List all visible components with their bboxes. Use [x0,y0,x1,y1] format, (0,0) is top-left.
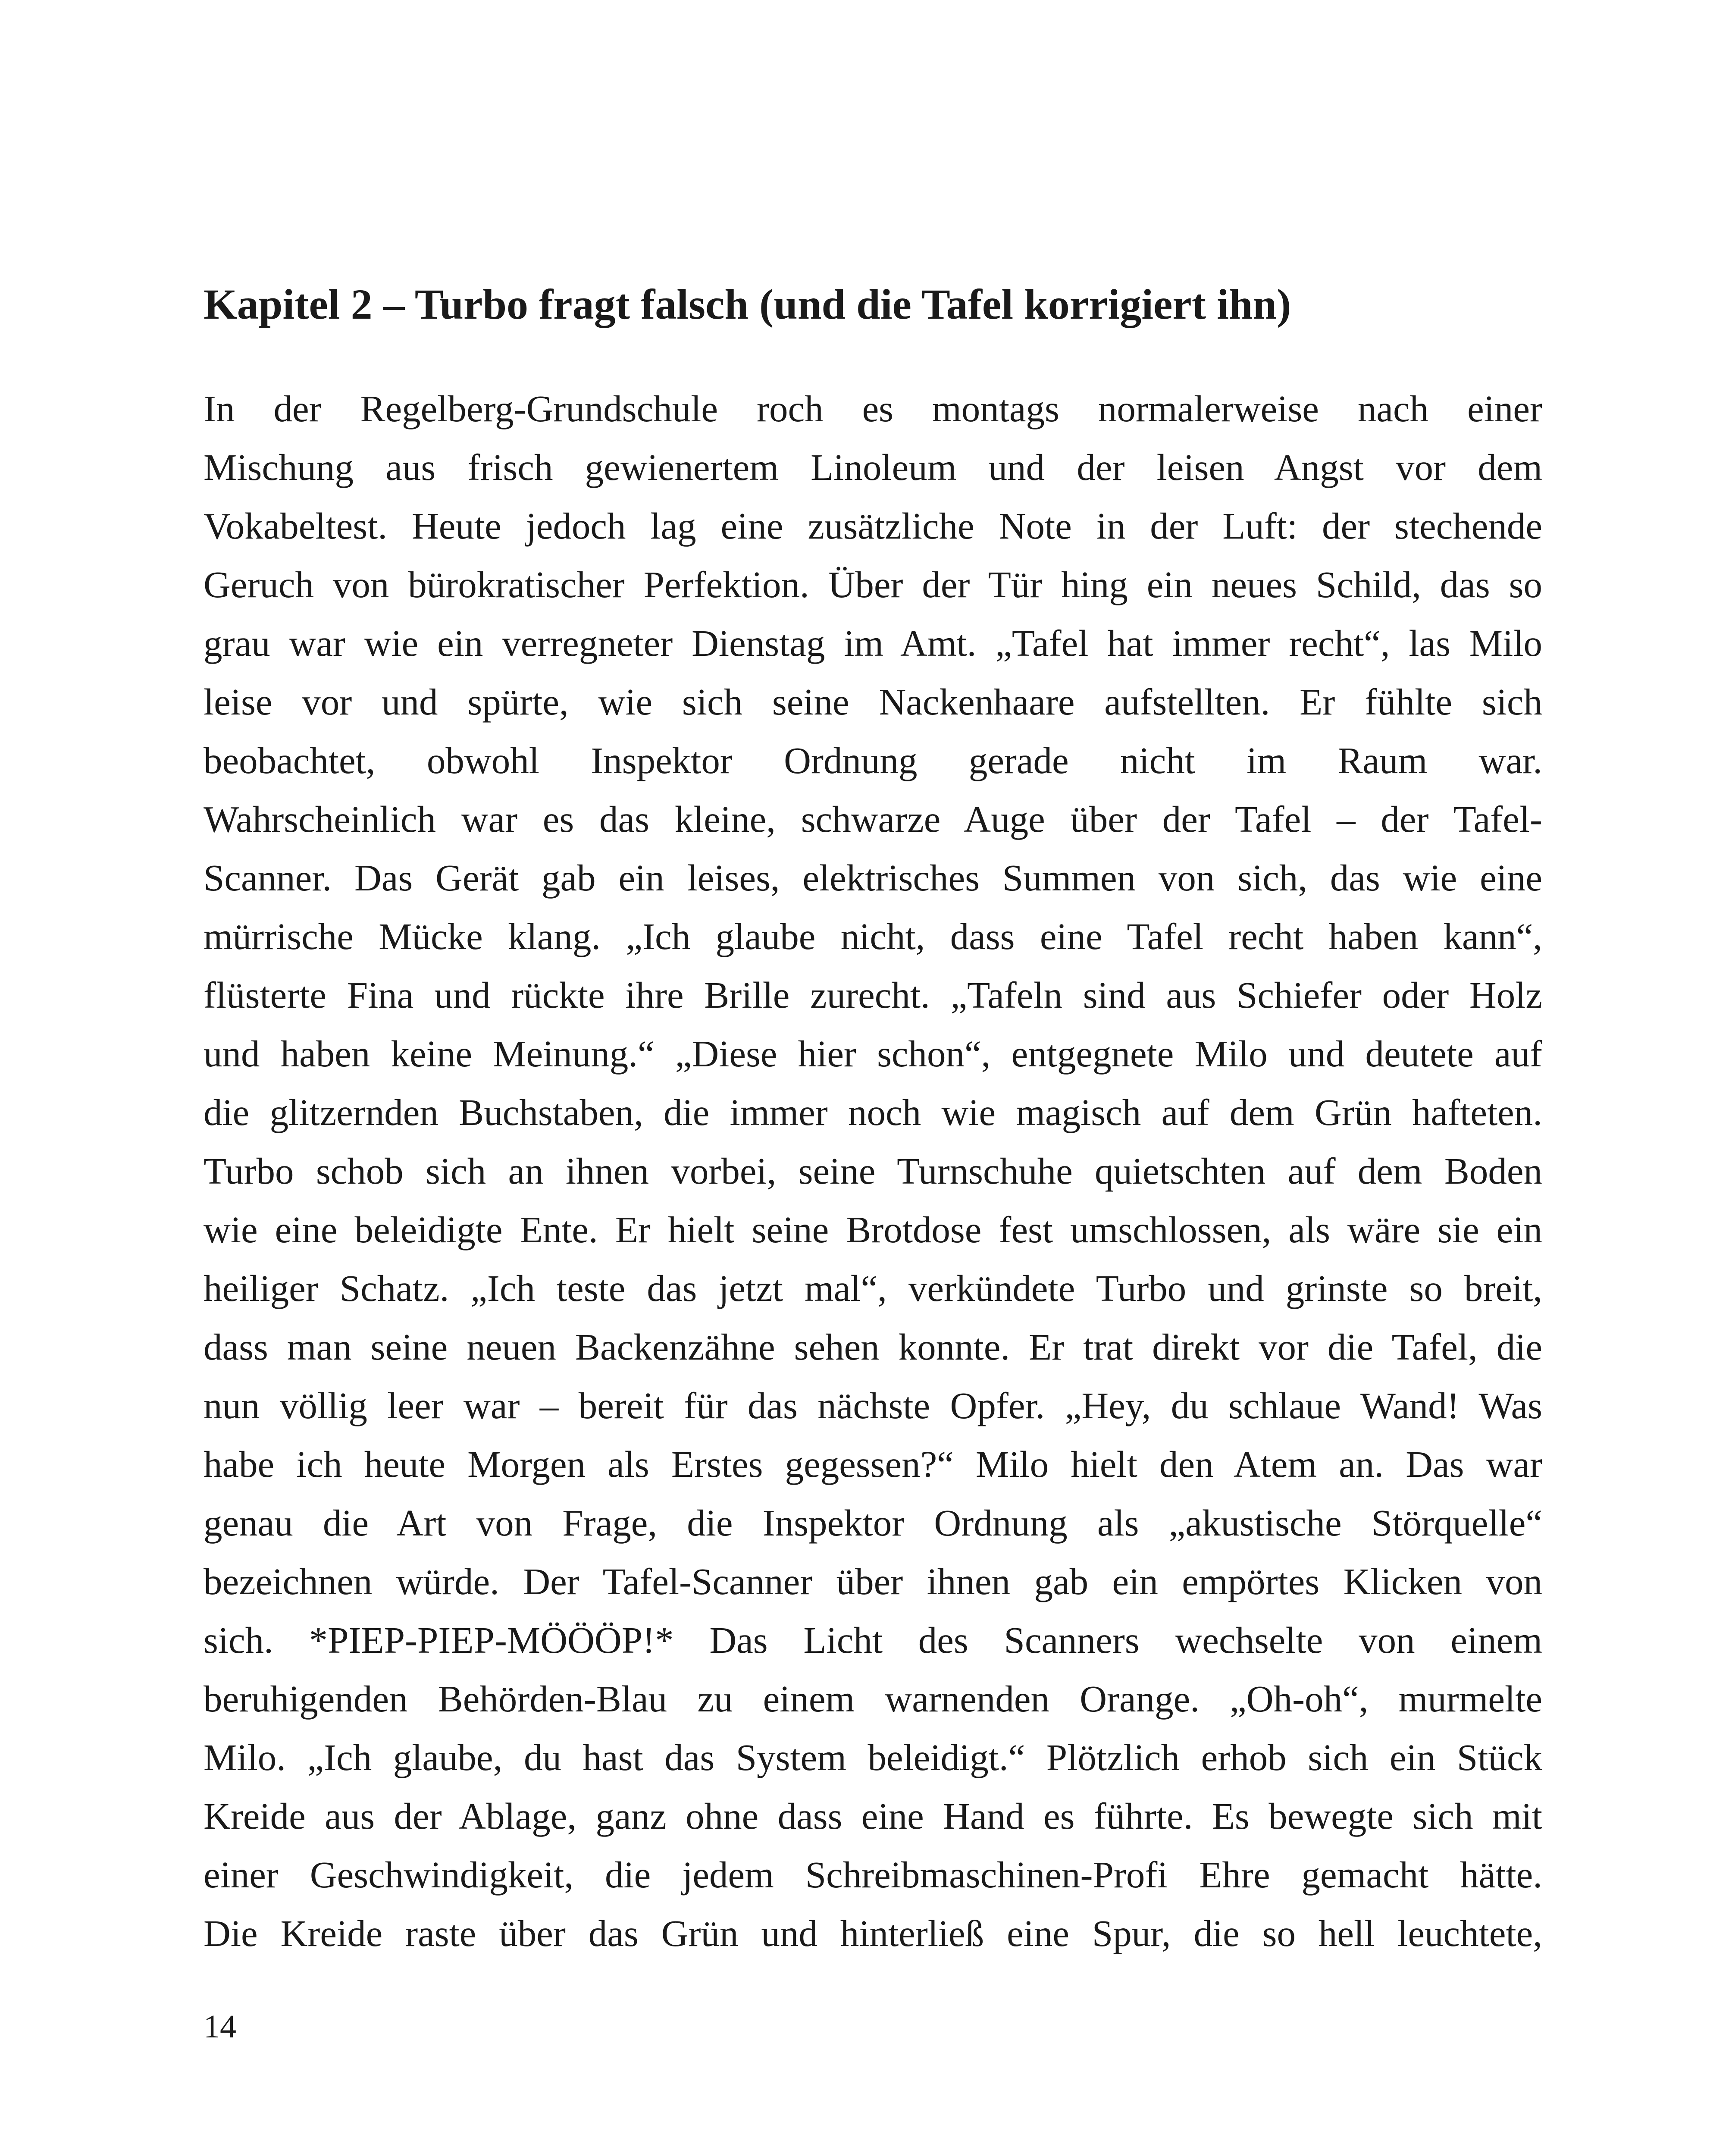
text-line: Scanner. Das Gerät gab ein leises, elektrisches Summen von sich, das wie eine [204,857,1542,899]
text-line: Turbo schob sich an ihnen vorbei, seine Turnschuhe quietschten auf dem Boden [204,1150,1542,1192]
page-number: 14 [204,2009,236,2045]
text-line: Die Kreide raste über das Grün und hinterließ eine Spur, die so hell leuchtete, [204,1912,1542,1954]
text-line: sich. *PIEP-PIEP-MÖÖÖP!* Das Licht des Scanners wechselte von einem [204,1619,1542,1661]
text-line: heiliger Schatz. „Ich teste das jetzt mal“, verkündete Turbo und grinste so breit, [204,1267,1542,1309]
text-line: dass man seine neuen Backenzähne sehen konnte. Er trat direkt vor die Tafel, die [204,1326,1542,1368]
text-line: Milo. „Ich glaube, du hast das System beleidigt.“ Plötzlich erhob sich ein Stück [204,1736,1542,1778]
text-line: wie eine beleidigte Ente. Er hielt seine Brotdose fest umschlossen, als wäre sie ein [204,1209,1542,1250]
text-line: beruhigenden Behörden-Blau zu einem warnenden Orange. „Oh-oh“, murmelte [204,1678,1542,1720]
text-line: leise vor und spürte, wie sich seine Nackenhaare aufstellten. Er fühlte sich [204,681,1542,723]
text-line: beobachtet, obwohl Inspektor Ordnung gerade nicht im Raum war. [204,740,1542,781]
body-text [204,379,1542,1963]
text-line: bezeichnen würde. Der Tafel-Scanner über ihnen gab ein empörtes Klicken von [204,1561,1542,1602]
text-line: Mischung aus frisch gewienertem Linoleum und der leisen Angst vor dem [204,446,1542,488]
text-line: genau die Art von Frage, die Inspektor Ordnung als „akustische Störquelle“ [204,1502,1542,1544]
text-line: In der Regelberg-Grundschule roch es montags normalerweise nach einer [204,388,1542,429]
text-line: habe ich heute Morgen als Erstes gegessen?“ Milo hielt den Atem an. Das war [204,1443,1542,1485]
text-line: die glitzernden Buchstaben, die immer noch wie magisch auf dem Grün hafteten. [204,1091,1542,1133]
text-line: Kreide aus der Ablage, ganz ohne dass eine Hand es führte. Es bewegte sich mit [204,1795,1542,1837]
text-line: mürrische Mücke klang. „Ich glaube nicht, dass eine Tafel recht haben kann“, [204,915,1542,957]
text-line: Wahrscheinlich war es das kleine, schwarze Auge über der Tafel – der Tafel- [204,798,1542,840]
text-line: flüsterte Fina und rückte ihre Brille zurecht. „Tafeln sind aus Schiefer oder Holz [204,974,1542,1016]
text-line: nun völlig leer war – bereit für das nächste Opfer. „Hey, du schlaue Wand! Was [204,1385,1542,1426]
text-line: Vokabeltest. Heute jedoch lag eine zusätzliche Note in der Luft: der stechende [204,505,1542,547]
text-line: und haben keine Meinung.“ „Diese hier schon“, entgegnete Milo und deutete auf [204,1033,1542,1075]
text-line: einer Geschwindigkeit, die jedem Schreibmaschinen-Profi Ehre gemacht hätte. [204,1854,1542,1896]
text-line: Geruch von bürokratischer Perfektion. Über der Tür hing ein neues Schild, das so [204,564,1542,605]
chapter-title: Kapitel 2 – Turbo fragt falsch (und die Tafel korrigiert ihn) [204,280,1291,328]
text-line: grau war wie ein verregneter Dienstag im Amt. „Tafel hat immer recht“, las Milo [204,622,1542,664]
